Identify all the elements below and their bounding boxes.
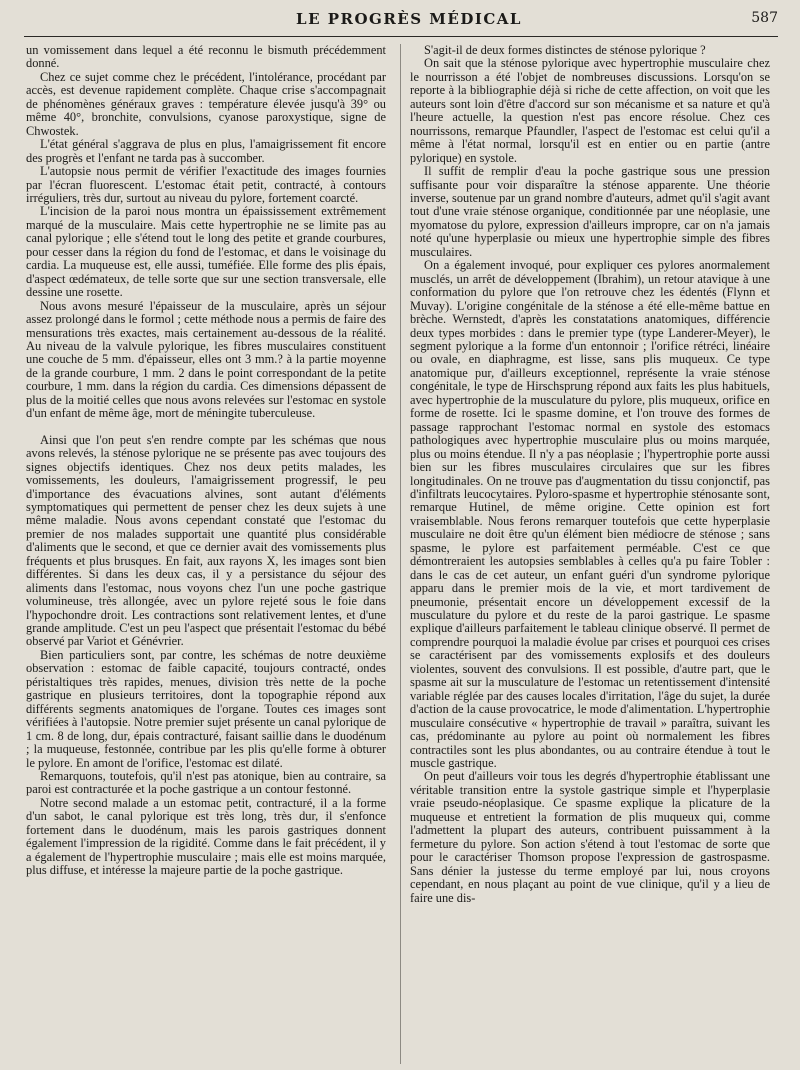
paragraph: L'autopsie nous permit de vérifier l'exactitude des images fournies par l'écran fluorescent. L'estomac était petit, contracté, à contours irréguliers, très dur, surtout au niveau du pylore, fortement coarcté. bbox=[26, 164, 386, 205]
paragraph: Nous avons mesuré l'épaisseur de la musculaire, après un séjour assez prolongé dans le formol ; cette méthode nous a permis de faire des mensurations très exactes, mais certainement au-dessous de la réalité. Au niveau de la valvule pylorique, les fibres musculaires constituent une couche de 5 mm. d'épaisseur, elles ont 3 mm.? à la partie moyenne de la grande courbure, 1 mm. 2 dans le point correspondant de la petite courbure, 1 mm. dans la région du cardia. Ces dimensions dépassent de plus de la moitié celles que nous avons relevées sur l'estomac en systole d'un enfant de même âge, mort de méningite tuberculeuse. bbox=[26, 298, 386, 421]
right-column bbox=[410, 44, 770, 1064]
paragraph: On a également invoqué, pour expliquer ces pylores anormalement musclés, un arrêt de développement (Ibrahim), un retour atavique à une conformation du pylore que l'on retrouve chez les édentés (Flynn et Muvay). L'origine congénitale de la sténose a été elle-même battue en brèche. Wernstedt, d'après les constatations anatomiques, différencie deux types morbides : dans le premier type (type Landerer-Meyer), le segment pylorique a la forme d'un entonnoir ; l'orifice rétréci, linéaire ou ovale, en diaphragme, est lisse, sans plis muqueux. Ce type anatomique pur, d'ailleurs exceptionnel, représente la vraie sténose congénitale, le type de Hirschsprung répond aux faits les plus habituels, avec hypertrophie de la musculature du pylore, plis muqueux, orifice en forme de rosette. Ici le spasme domine, et l'on trouve des formes de passage rapprochant l'estomac normal en systole des estomacs pathologiques avec hypertrophie musculaire plus ou moins marquée, plus ou moins étendue. Il n'y a pas néoplasie ; l'hypertrophie porte aussi bien sur les fibres musculaires circulaires que sur les fibres longitudinales. On ne trouve pas d'augmentation du tissu conjonctif, pas d'infiltrats leucocytaires. Pyloro-spasme et hypertrophie sténosante sont, remarque Hutinel, de même origine. Cette opinion est fort vraisemblable. Nous ferons remarquer toutefois que cette hyperplasie musculaire ne doit être qu'un élément bien médiocre de sténose ; sans spasme, le pylore est parfaitement perméable. C'est ce que démontreraient les autopsies semblables à celles qu'a pu faire Tobler : dans le cas de cet auteur, un enfant guéri d'un syndrome pylorique apparu dans le premier mois de la vie, et mort tardivement de pneumonie, présentait encore un développement excessif de la musculature du pylore et du reste de la paroi gastrique. Le spasme explique d'ailleurs parfaitement le tableau clinique observé. Il permet de comprendre pourquoi la maladie évolue par crises et pourquoi ces crises se caractérisent par des vomissements explosifs et des douleurs violentes, souvent des convulsions. Il est possible, d'autre part, que le spasme ait sur la musculature de l'estomac un retentissement d'intensité variable réglée par des causes locales d'irritation, l'âge du sujet, la durée d'action de la cause provocatrice, le mode d'alimentation. L'hypertrophie musculaire consécutive « hypertrophie de travail » paraîtra, suivant les cas, prédominante au pylore au point où normalement les fibres contractiles sont les plus abondantes, ou au contraire étendue à tout le muscle gastrique. bbox=[410, 258, 770, 771]
header-rule bbox=[24, 36, 778, 37]
paragraph: L'incision de la paroi nous montra un épaississement extrêmement marqué de la musculaire. Mais cette hypertrophie ne se limite pas au canal pylorique ; elle s'étend tout le long des petite et grande courbures, pour cesser dans la région du fond de l'estomac, et dans le voisinage du cardia. La muqueuse est, elle aussi, tuméfiée. Elle forme des plis épais, d'aspect œdémateux, de telle sorte que sur une section transversale, elle dessine une rosette. bbox=[26, 204, 386, 300]
paragraph: Ainsi que l'on peut s'en rendre compte par les schémas que nous avons relevés, la sténose pylorique ne se présente pas avec toujours des signes objectifs identiques. Chez nos deux petits malades, les vomissements, les douleurs, l'amaigrissement progressif, le peu d'importance des évacuations alvines, sont autant d'éléments symptomatiques qui permettent de penser chez les deux sujets à une même maladie. Nous avons cependant constaté que l'estomac du premier de nos malades supportait une quantité plus considérable d'aliments que le second, et que ce dernier avait des vomissements plus fréquents et plus brusques. En fait, aux rayons X, les images sont bien différentes. Si dans les deux cas, il y a persistance du séjour des aliments dans l'estomac, nous voyons chez l'un une poche gastrique volumineuse, très allongée, avec un pylore rejeté sous le foie dans l'hypochondre droit. Les contractions sont relativement lentes, et d'une grande amplitude. C'est un peu l'aspect que présentait l'estomac du bébé observé par Variot et Génévrier. bbox=[26, 432, 386, 649]
paragraph: Chez ce sujet comme chez le précédent, l'intolérance, procédant par accès, est devenue rapidement complète. Chaque crise s'accompagnait de phénomènes généraux graves : température élevée jusqu'à 39° ou même 40°, bronchite, convulsions, cyanose paroxystique, signe de Chwostek. bbox=[26, 69, 386, 138]
paragraph: Il suffit de remplir d'eau la poche gastrique sous une pression suffisante pour voir disparaître la sténose apparente. Une théorie inverse, soutenue par un grand nombre d'auteurs, admet qu'il s'agit avant tout d'une vraie sténose organique, conditionnée par une néoplasie, une myomatose du pylore, expression d'ailleurs impropre, car on n'a jamais noté qu'une hyperplasie ou mieux une hypertrophie simple des fibres musculaires. bbox=[410, 164, 770, 259]
paragraph: un vomissement dans lequel a été reconnu le bismuth précédemment donné. bbox=[26, 44, 386, 71]
paragraph: Notre second malade a un estomac petit, contracturé, il a la forme d'un sabot, le canal pylorique est très long, très dur, il s'enfonce fortement dans le duodénum, mais les parois gastriques donnent également l'impression de la rigidité. Comme dans le fait précédent, il y a également de l'hypertrophie musculaire ; mais elle est moins marquée, plus diffuse, et intéresse la majeure partie de la poche gastrique. bbox=[26, 795, 386, 878]
journal-title: LE PROGRÈS MÉDICAL bbox=[296, 10, 522, 28]
column-divider bbox=[400, 44, 401, 1064]
paragraph: Remarquons, toutefois, qu'il n'est pas atonique, bien au contraire, sa paroi est contracturée et la poche gastrique a un contour festonné. bbox=[26, 769, 386, 797]
paragraph: L'état général s'aggrava de plus en plus, l'amaigrissement fit encore des progrès et l'enfant ne tarda pas à succomber. bbox=[26, 137, 386, 165]
page-number: 587 bbox=[751, 10, 778, 26]
paragraph: S'agit-il de deux formes distinctes de sténose pylorique ? bbox=[424, 44, 706, 57]
paragraph: On sait que la sténose pylorique avec hypertrophie musculaire chez le nourrisson a été l'objet de nombreuses discussions. Lorsqu'on se reporte à la bibliographie déjà si riche de cette affection, on voit que les auteurs sont loin d'être d'accord sur son mécanisme et sa nature et qu'à l'heure actuelle, la question n'est pas encore résolue. Chez ces nourrissons, remarque Pfaundler, l'aspect de l'estomac est celui qu'il a même à l'état normal, lorsqu'il est en entier ou en partie (antre pylorique) en systole. bbox=[410, 56, 770, 165]
paragraph: On peut d'ailleurs voir tous les degrés d'hypertrophie établissant une véritable transition entre la systole gastrique simple et l'hyperplasie vraie pseudo-néoplasique. Ce spasme explique la plicature de la muqueuse et entretient la formation de plis muqueux qui, comme l'admettent la plupart des auteurs, contribuent puissamment à la fermeture du pylore. Son action s'étend à tout l'estomac de sorte que pour le caractériser Thomson propose l'expression de gastrospasme. Sans dénier la justesse du terme employé par lui, nous croyons cependant, en nous plaçant au point de vue clinique, qu'il y a lieu de faire une dis- bbox=[410, 769, 770, 905]
paragraph: Bien particuliers sont, par contre, les schémas de notre deuxième observation : estomac de faible capacité, toujours contracté, ondes péristaltiques très rapides, menues, division très nette de la poche gastrique en plusieurs territoires, dont la topographie répond aux différents segments anatomiques de l'organe. Toutes ces images sont vérifiées à l'autopsie. Notre premier sujet présente un canal pylorique de 1 cm. 8 de long, dur, épais contracturé, faisant saillie dans le duodénum ; la muqueuse, festonnée, contribue par les plis qu'elle forme à obturer le pylore. En amont de l'orifice, l'estomac est dilaté. bbox=[26, 647, 386, 770]
left-column bbox=[26, 44, 386, 1064]
